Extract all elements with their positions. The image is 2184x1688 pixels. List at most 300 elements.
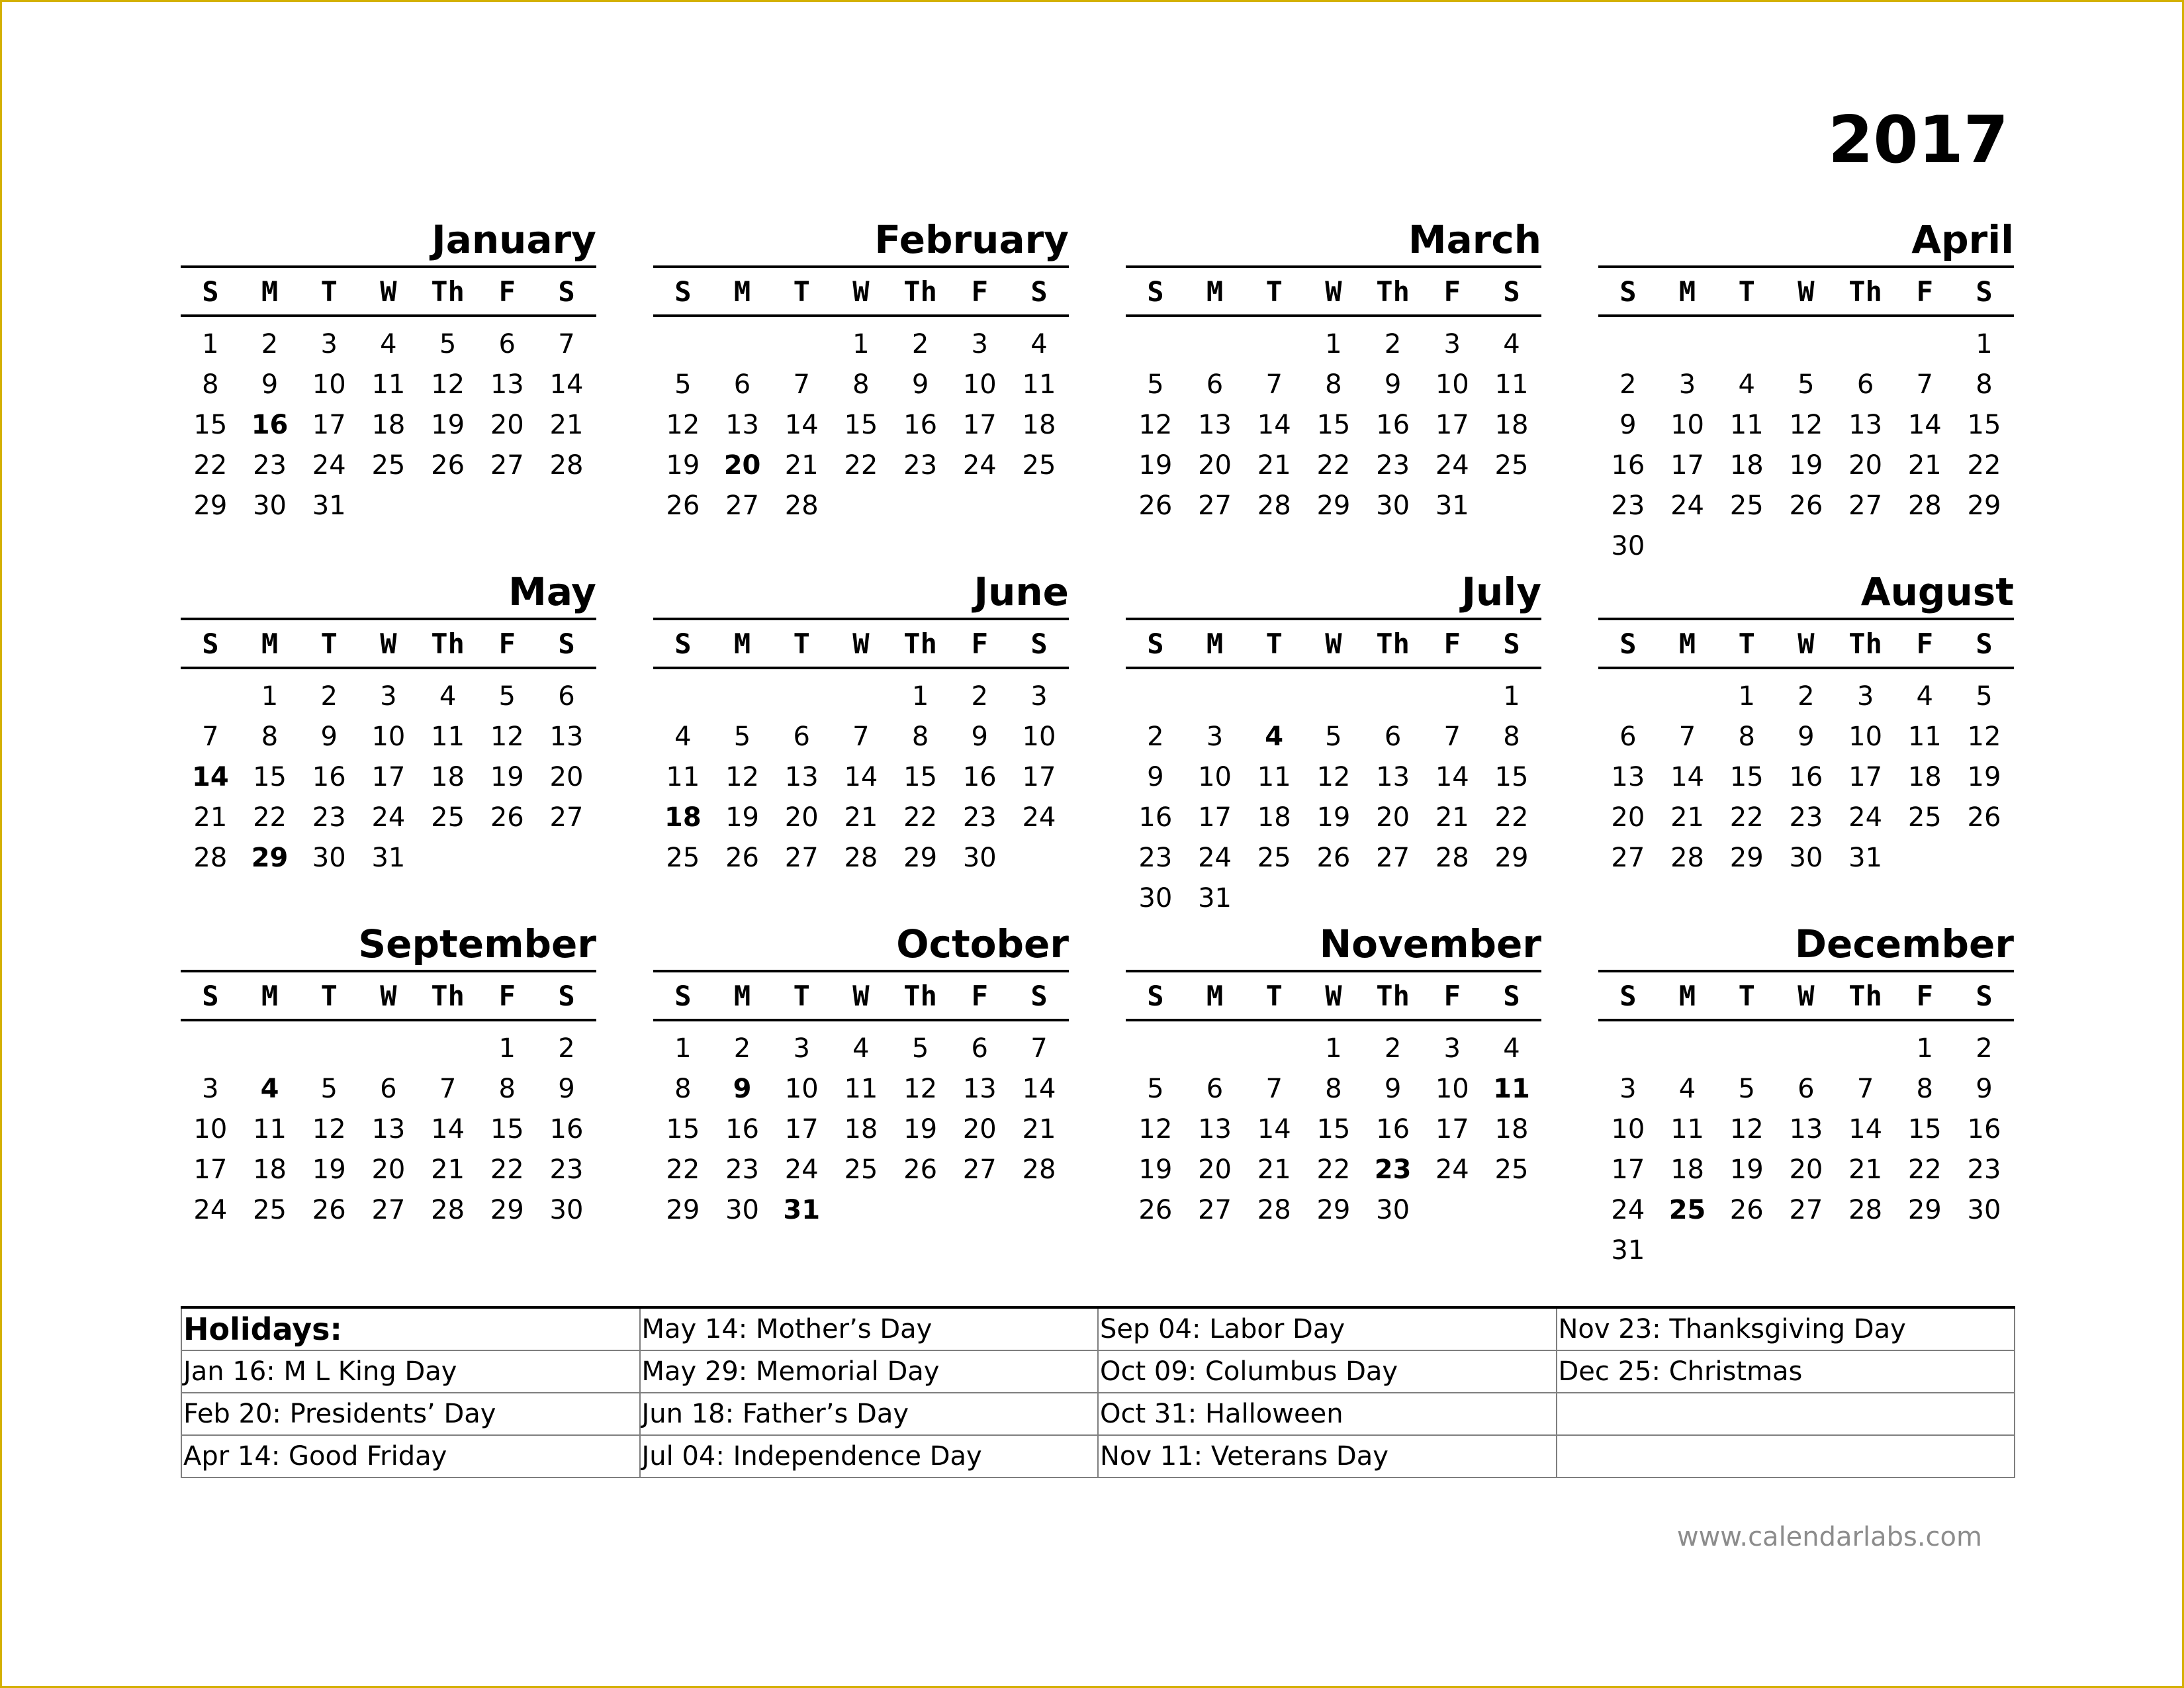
day-cell: 1 (202, 328, 219, 359)
day-cell: 6 (1384, 721, 1402, 752)
day-cell: 19 (431, 409, 465, 440)
weekday-header: T (793, 979, 810, 1012)
day-cell: 5 (1797, 369, 1815, 400)
weekday-header: W (380, 275, 397, 308)
weekday-header: S (1147, 275, 1164, 308)
day-cell: 29 (1494, 842, 1529, 873)
day-cell: 18 (1670, 1154, 1704, 1185)
weekday-header: S (558, 979, 575, 1012)
day-cell: 30 (312, 842, 346, 873)
day-cell: 3 (380, 680, 397, 712)
day-cell: 13 (725, 409, 759, 440)
day-cell: 2 (971, 680, 988, 712)
weekday-header-row (181, 620, 596, 669)
day-cell: 3 (793, 1033, 810, 1064)
day-cell: 30 (962, 842, 997, 873)
weekday-header: Th (431, 275, 465, 308)
day-cell: 27 (549, 802, 584, 833)
holiday-day-cell: 25 (1668, 1194, 1706, 1225)
day-cell: 1 (1503, 680, 1520, 712)
day-cell: 13 (962, 1073, 997, 1104)
week-row (181, 1190, 596, 1230)
day-cell: 19 (1967, 761, 2001, 792)
weekday-header: F (498, 627, 516, 660)
day-cell: 6 (380, 1073, 397, 1104)
day-cell: 18 (1494, 1113, 1529, 1145)
day-cell: 28 (1257, 1194, 1291, 1225)
day-cell: 29 (1316, 1194, 1351, 1225)
day-cell: 5 (498, 680, 516, 712)
day-cell: 19 (1138, 1154, 1173, 1185)
day-cell: 14 (1257, 1113, 1291, 1145)
day-cell: 28 (1435, 842, 1469, 873)
day-cell: 7 (1678, 721, 1696, 752)
day-cell: 23 (312, 802, 346, 833)
day-cell: 31 (371, 842, 406, 873)
day-cell: 14 (1022, 1073, 1056, 1104)
month-name: November (1126, 918, 1541, 972)
day-cell: 29 (1316, 490, 1351, 521)
month-weeks (1598, 1021, 2014, 1270)
day-cell: 23 (1376, 449, 1410, 481)
month-weeks (181, 317, 596, 526)
day-cell: 1 (852, 328, 870, 359)
weekday-header: M (733, 979, 751, 1012)
day-cell: 23 (549, 1154, 584, 1185)
month-name: August (1598, 566, 2014, 620)
week-row (1598, 1149, 2014, 1190)
weekday-header: W (380, 627, 397, 660)
day-cell: 23 (1967, 1154, 2001, 1185)
day-cell: 24 (784, 1154, 819, 1185)
week-row (181, 797, 596, 837)
day-cell: 10 (962, 369, 997, 400)
month-may (181, 566, 596, 878)
month-name: May (181, 566, 596, 620)
day-cell: 13 (1848, 409, 1883, 440)
weekday-header: F (1916, 627, 1933, 660)
day-cell: 23 (1138, 842, 1173, 873)
day-cell: 12 (431, 369, 465, 400)
day-cell: 12 (1967, 721, 2001, 752)
week-row (653, 485, 1069, 526)
weekday-header: Th (903, 275, 937, 308)
weekday-header: S (1619, 627, 1637, 660)
week-row (653, 797, 1069, 837)
weekday-header: S (674, 979, 692, 1012)
day-cell: 3 (971, 328, 988, 359)
day-cell: 25 (253, 1194, 287, 1225)
day-cell: 24 (1022, 802, 1056, 833)
week-row (181, 716, 596, 757)
day-cell: 15 (253, 761, 287, 792)
day-cell: 25 (1257, 842, 1291, 873)
week-row (1598, 404, 2014, 445)
weekday-header: S (674, 627, 692, 660)
day-cell: 2 (733, 1033, 751, 1064)
weekday-header-row (1126, 972, 1541, 1021)
week-row (1598, 676, 2014, 716)
day-cell: 25 (1494, 449, 1529, 481)
week-row (181, 1149, 596, 1190)
day-cell: 26 (431, 449, 465, 481)
day-cell: 5 (1147, 1073, 1164, 1104)
weekday-header: F (1443, 627, 1461, 660)
week-row (1598, 837, 2014, 878)
day-cell: 11 (1670, 1113, 1704, 1145)
weekday-header: S (1147, 627, 1164, 660)
week-row (653, 676, 1069, 716)
week-row (1598, 324, 2014, 364)
day-cell: 5 (1738, 1073, 1755, 1104)
month-june (653, 566, 1069, 878)
day-cell: 2 (261, 328, 279, 359)
day-cell: 22 (1316, 449, 1351, 481)
weekday-header: F (1916, 275, 1933, 308)
day-cell: 3 (1678, 369, 1696, 400)
holiday-entry: Oct 31: Halloween (1098, 1393, 1557, 1435)
day-cell: 22 (1907, 1154, 1942, 1185)
day-cell: 4 (1678, 1073, 1696, 1104)
day-cell: 8 (1503, 721, 1520, 752)
day-cell: 15 (1316, 409, 1351, 440)
week-row (653, 716, 1069, 757)
month-name: June (653, 566, 1069, 620)
day-cell: 30 (1789, 842, 1823, 873)
day-cell: 26 (1138, 490, 1173, 521)
day-cell: 25 (666, 842, 700, 873)
day-cell: 28 (549, 449, 584, 481)
day-cell: 11 (666, 761, 700, 792)
day-cell: 14 (549, 369, 584, 400)
day-cell: 12 (312, 1113, 346, 1145)
holiday-entry: May 14: Mother’s Day (640, 1307, 1099, 1350)
day-cell: 3 (1443, 328, 1461, 359)
holiday-entry: Jun 18: Father’s Day (640, 1393, 1099, 1435)
week-row (653, 837, 1069, 878)
day-cell: 11 (1729, 409, 1764, 440)
day-cell: 2 (1384, 328, 1402, 359)
week-row (1598, 1109, 2014, 1149)
week-row (653, 445, 1069, 485)
holiday-day-cell: 9 (733, 1073, 752, 1104)
day-cell: 8 (1325, 1073, 1342, 1104)
weekday-header: F (498, 275, 516, 308)
day-cell: 7 (1030, 1033, 1048, 1064)
weekday-header: M (261, 979, 279, 1012)
weekday-header: W (1797, 275, 1815, 308)
week-row (1598, 797, 2014, 837)
day-cell: 31 (1198, 882, 1232, 914)
weekday-header: F (971, 627, 988, 660)
weekday-header: T (320, 627, 338, 660)
day-cell: 3 (1619, 1073, 1637, 1104)
weekday-header: W (852, 627, 870, 660)
day-cell: 4 (852, 1033, 870, 1064)
day-cell: 4 (1738, 369, 1755, 400)
month-april (1598, 214, 2014, 566)
month-weeks (1598, 317, 2014, 566)
weekday-header: S (1619, 979, 1637, 1012)
day-cell: 4 (1916, 680, 1933, 712)
day-cell: 3 (1030, 680, 1048, 712)
day-cell: 20 (371, 1154, 406, 1185)
week-row (653, 1190, 1069, 1230)
day-cell: 20 (1611, 802, 1645, 833)
weekday-header: Th (1848, 627, 1882, 660)
weekday-header: T (1738, 979, 1755, 1012)
day-cell: 24 (1435, 449, 1469, 481)
day-cell: 19 (1316, 802, 1351, 833)
day-cell: 21 (844, 802, 878, 833)
weekday-header: S (1030, 979, 1048, 1012)
holiday-entry: Nov 11: Veterans Day (1098, 1435, 1557, 1477)
week-row (181, 364, 596, 404)
day-cell: 17 (962, 409, 997, 440)
day-cell: 10 (1198, 761, 1232, 792)
day-cell: 11 (1257, 761, 1291, 792)
week-row (181, 1028, 596, 1068)
day-cell: 14 (784, 409, 819, 440)
weekday-header-row (1126, 268, 1541, 317)
day-cell: 26 (1138, 1194, 1173, 1225)
weekday-header: T (320, 979, 338, 1012)
day-cell: 16 (1789, 761, 1823, 792)
day-cell: 7 (1265, 369, 1283, 400)
day-cell: 30 (1967, 1194, 2001, 1225)
day-cell: 22 (1494, 802, 1529, 833)
week-row (653, 1149, 1069, 1190)
week-row (1126, 716, 1541, 757)
day-cell: 16 (962, 761, 997, 792)
day-cell: 9 (1797, 721, 1815, 752)
day-cell: 8 (852, 369, 870, 400)
day-cell: 11 (844, 1073, 878, 1104)
day-cell: 9 (911, 369, 929, 400)
day-cell: 6 (733, 369, 751, 400)
day-cell: 24 (312, 449, 346, 481)
week-row (1598, 1028, 2014, 1068)
day-cell: 5 (911, 1033, 929, 1064)
day-cell: 22 (193, 449, 228, 481)
weekday-header: M (1678, 979, 1696, 1012)
holiday-day-cell: 20 (723, 449, 761, 481)
day-cell: 27 (1848, 490, 1883, 521)
day-cell: 31 (312, 490, 346, 521)
week-row (1598, 716, 2014, 757)
day-cell: 19 (1789, 449, 1823, 481)
day-cell: 4 (1503, 328, 1520, 359)
day-cell: 5 (320, 1073, 338, 1104)
month-weeks (1598, 669, 2014, 878)
day-cell: 1 (911, 680, 929, 712)
day-cell: 26 (725, 842, 759, 873)
weekday-header: S (202, 979, 219, 1012)
day-cell: 19 (1729, 1154, 1764, 1185)
day-cell: 12 (490, 721, 524, 752)
week-row (1126, 676, 1541, 716)
week-row (181, 445, 596, 485)
weekday-header: Th (903, 979, 937, 1012)
month-weeks (653, 669, 1069, 878)
day-cell: 17 (1435, 409, 1469, 440)
day-cell: 29 (1729, 842, 1764, 873)
weekday-header-row (653, 620, 1069, 669)
day-cell: 8 (911, 721, 929, 752)
day-cell: 28 (1022, 1154, 1056, 1185)
month-name: January (181, 214, 596, 268)
week-row (653, 1068, 1069, 1109)
holiday-day-cell: 29 (251, 842, 289, 873)
day-cell: 9 (1147, 761, 1164, 792)
day-cell: 15 (903, 761, 938, 792)
month-march (1126, 214, 1541, 526)
day-cell: 14 (1907, 409, 1942, 440)
day-cell: 21 (549, 409, 584, 440)
week-row (181, 676, 596, 716)
day-cell: 4 (439, 680, 457, 712)
day-cell: 9 (1976, 1073, 1993, 1104)
day-cell: 22 (253, 802, 287, 833)
week-row (181, 1068, 596, 1109)
day-cell: 18 (1729, 449, 1764, 481)
day-cell: 21 (431, 1154, 465, 1185)
month-weeks (1126, 1021, 1541, 1230)
weekday-header: F (971, 979, 988, 1012)
weekday-header: S (1147, 979, 1164, 1012)
day-cell: 3 (1206, 721, 1224, 752)
month-name: March (1126, 214, 1541, 268)
day-cell: 19 (725, 802, 759, 833)
weekday-header: F (971, 275, 988, 308)
week-row (1598, 485, 2014, 526)
weekday-header: T (1265, 627, 1283, 660)
day-cell: 18 (1907, 761, 1942, 792)
day-cell: 20 (549, 761, 584, 792)
day-cell: 24 (1198, 842, 1232, 873)
day-cell: 29 (490, 1194, 524, 1225)
weekday-header: S (1503, 627, 1520, 660)
day-cell: 16 (903, 409, 938, 440)
week-row (1126, 1109, 1541, 1149)
weekday-header: T (1738, 275, 1755, 308)
weekday-header: S (558, 275, 575, 308)
day-cell: 1 (1738, 680, 1755, 712)
holiday-day-cell: 16 (251, 409, 289, 440)
day-cell: 25 (431, 802, 465, 833)
day-cell: 8 (1738, 721, 1755, 752)
day-cell: 16 (549, 1113, 584, 1145)
day-cell: 8 (498, 1073, 516, 1104)
day-cell: 9 (1384, 1073, 1402, 1104)
week-row (1598, 526, 2014, 566)
day-cell: 18 (1494, 409, 1529, 440)
weekday-header: S (202, 627, 219, 660)
weekday-header: T (793, 275, 810, 308)
day-cell: 14 (844, 761, 878, 792)
month-december (1598, 918, 2014, 1270)
day-cell: 12 (903, 1073, 938, 1104)
weekday-header: W (1325, 627, 1342, 660)
day-cell: 4 (380, 328, 397, 359)
day-cell: 28 (844, 842, 878, 873)
weekday-header: T (1265, 275, 1283, 308)
weekday-header: T (1265, 979, 1283, 1012)
day-cell: 8 (202, 369, 219, 400)
day-cell: 16 (1376, 1113, 1410, 1145)
day-cell: 3 (1443, 1033, 1461, 1064)
day-cell: 25 (1494, 1154, 1529, 1185)
holiday-day-cell: 4 (1265, 721, 1284, 752)
day-cell: 21 (1257, 449, 1291, 481)
day-cell: 9 (971, 721, 988, 752)
week-row (181, 1109, 596, 1149)
day-cell: 2 (320, 680, 338, 712)
day-cell: 7 (558, 328, 575, 359)
day-cell: 11 (371, 369, 406, 400)
month-february (653, 214, 1069, 526)
weekday-header: W (852, 979, 870, 1012)
day-cell: 13 (1789, 1113, 1823, 1145)
holiday-entry: Oct 09: Columbus Day (1098, 1350, 1557, 1393)
day-cell: 12 (1729, 1113, 1764, 1145)
week-row (1598, 364, 2014, 404)
day-cell: 11 (1494, 369, 1529, 400)
month-weeks (1126, 669, 1541, 918)
week-row (1126, 485, 1541, 526)
day-cell: 19 (490, 761, 524, 792)
day-cell: 22 (844, 449, 878, 481)
day-cell: 26 (1967, 802, 2001, 833)
month-january (181, 214, 596, 526)
day-cell: 8 (1916, 1073, 1933, 1104)
weekday-header: Th (903, 627, 937, 660)
day-cell: 11 (253, 1113, 287, 1145)
weekday-header-row (1126, 620, 1541, 669)
weekday-header: Th (431, 627, 465, 660)
day-cell: 17 (193, 1154, 228, 1185)
day-cell: 27 (490, 449, 524, 481)
day-cell: 23 (1789, 802, 1823, 833)
day-cell: 19 (666, 449, 700, 481)
week-row (653, 1109, 1069, 1149)
month-november (1126, 918, 1541, 1230)
weekday-header: W (380, 979, 397, 1012)
day-cell: 26 (1729, 1194, 1764, 1225)
day-cell: 30 (549, 1194, 584, 1225)
day-cell: 22 (903, 802, 938, 833)
weekday-header: W (1797, 979, 1815, 1012)
month-name: October (653, 918, 1069, 972)
day-cell: 9 (558, 1073, 575, 1104)
month-weeks (653, 317, 1069, 526)
day-cell: 24 (1435, 1154, 1469, 1185)
weekday-header: S (202, 275, 219, 308)
week-row (181, 837, 596, 878)
day-cell: 20 (1848, 449, 1883, 481)
day-cell: 18 (1257, 802, 1291, 833)
day-cell: 17 (1022, 761, 1056, 792)
day-cell: 13 (1611, 761, 1645, 792)
day-cell: 25 (1907, 802, 1942, 833)
day-cell: 7 (439, 1073, 457, 1104)
day-cell: 28 (1848, 1194, 1883, 1225)
day-cell: 31 (1611, 1235, 1645, 1266)
day-cell: 16 (1376, 409, 1410, 440)
website-url: www.calendarlabs.com (1676, 1522, 1982, 1552)
day-cell: 10 (371, 721, 406, 752)
day-cell: 17 (371, 761, 406, 792)
